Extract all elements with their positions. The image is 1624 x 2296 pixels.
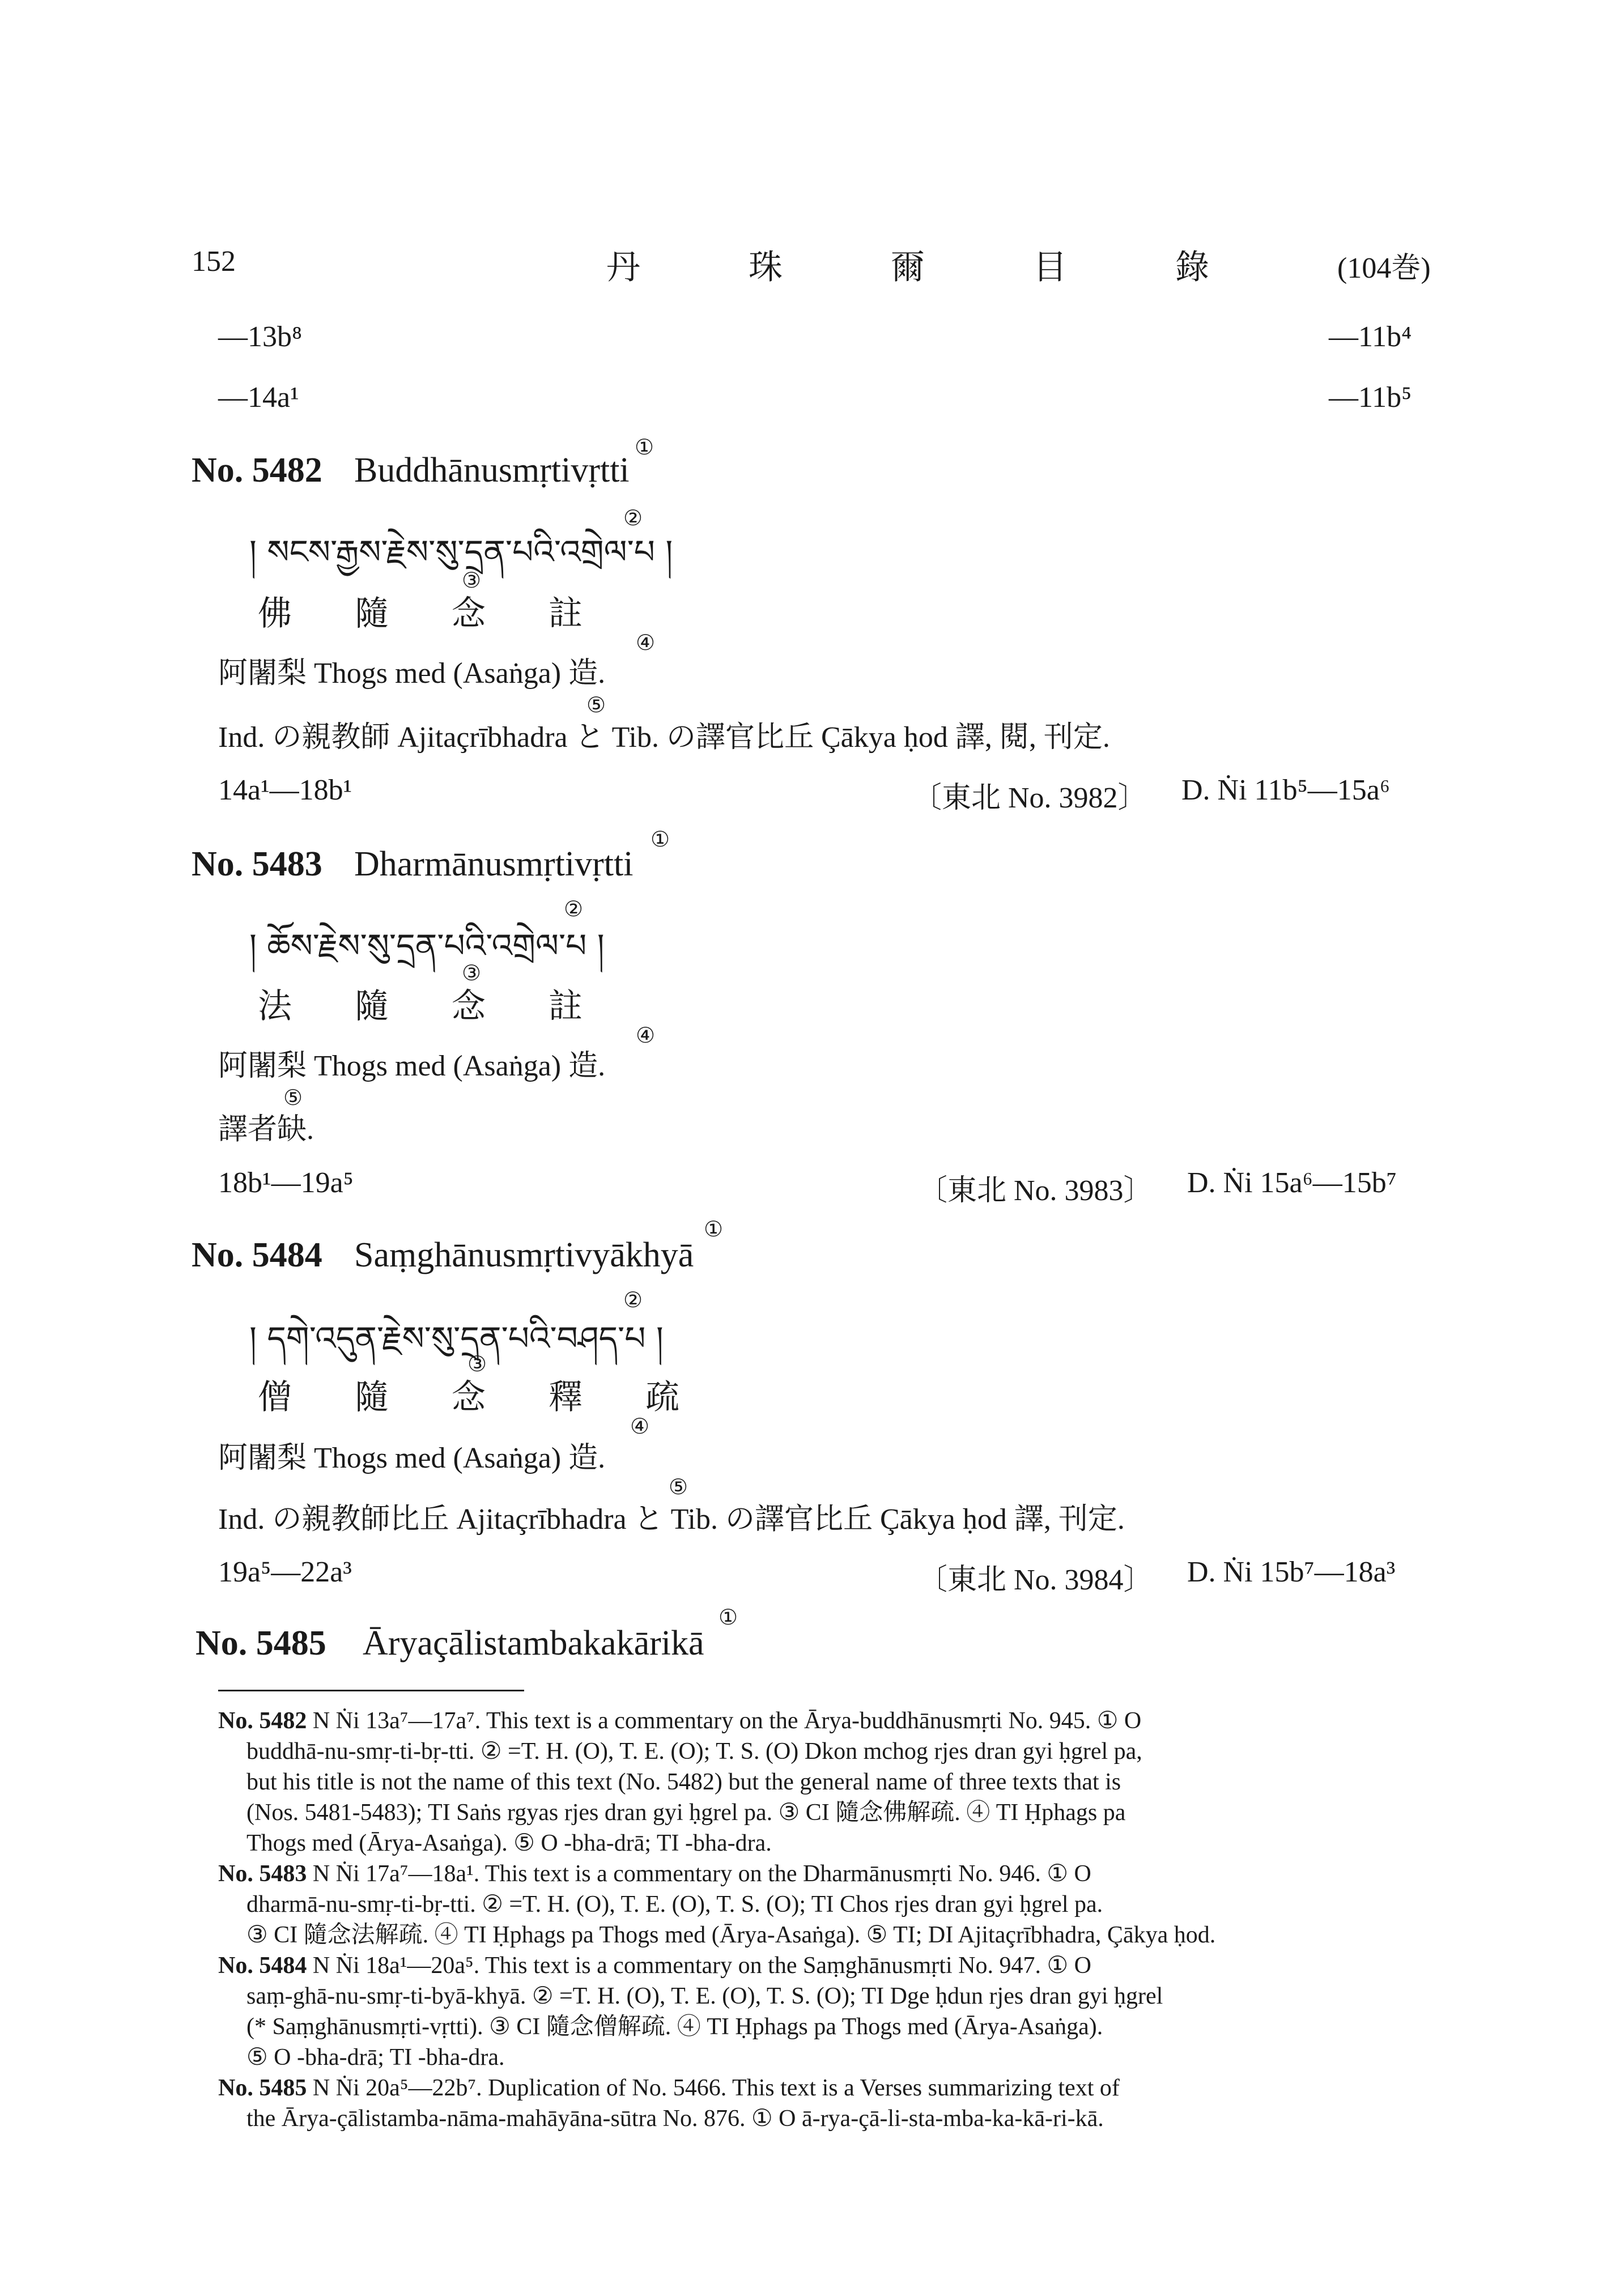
footnote-line: but his title is not the name of this text (No. 5482) but the general name of three texts that is [246, 1769, 1121, 1795]
page-number: 152 [192, 245, 236, 278]
footnote-line: (Nos. 5481-5483); TI Saṅs rgyas rjes dran gyi ḥgrel pa. ③ CI 隨念佛解疏. ④ TI Ḥphags pa [246, 1800, 1126, 1826]
note-marker-5: ⑤ [669, 1474, 688, 1499]
footnote-line: ③ CI 隨念法解疏. ④ TI Ḥphags pa Thogs med (Ārya-Asaṅga). ⑤ TI; DI Ajitaçrībhadra, Çākya ḥod. [246, 1922, 1216, 1948]
derge-ref: D. Ṅi 15b⁷—18a³ [1187, 1556, 1396, 1588]
note-marker-4: ④ [636, 630, 656, 655]
author-line: 阿闍梨 Thogs med (Asaṅga) 造. [218, 1050, 606, 1082]
footnote-line: ⑤ O -bha-drā; TI -bha-dra. [246, 2044, 505, 2070]
footnote-line: buddhā-nu-smṛ-ti-bṛ-tti. ② =T. H. (O), T. E. (O); T. S. (O) Dkon mchog rjes dran gyi ḥgrel pa, [246, 1738, 1142, 1764]
note-marker-1: ① [719, 1605, 738, 1630]
note-marker-2: ② [623, 1287, 643, 1312]
chinese-title: 僧 隨 念 釋 疏 [258, 1379, 707, 1416]
entry-number: No. 5483 [192, 845, 322, 883]
prev-folio-end-2: —14a¹ [218, 381, 299, 414]
note-marker-4: ④ [630, 1414, 650, 1439]
note-marker-5: ⑤ [283, 1085, 303, 1110]
prev-derge-end-1: —11b⁴ [1329, 321, 1412, 353]
volume-label: (104巻) [1337, 252, 1431, 284]
note-marker-3: ③ [462, 568, 482, 593]
note-marker-4: ④ [636, 1023, 656, 1048]
footnote-heading: No. 5482 [218, 1708, 307, 1734]
note-marker-3: ③ [467, 1351, 487, 1376]
entry-number: No. 5485 [195, 1624, 326, 1663]
entry-number: No. 5484 [192, 1236, 322, 1274]
footnote-line: dharmā-nu-smṛ-ti-bṛ-tti. ② =T. H. (O), T. E. (O), T. S. (O); TI Chos rjes dran gyi ḥgrel pa. [246, 1891, 1103, 1917]
footnote-heading: No. 5485 [218, 2075, 307, 2101]
tohoku-ref: 〔東北 No. 3984〕 [918, 1564, 1153, 1596]
footnote-line: saṃ-ghā-nu-smṛ-ti-byā-khyā. ② =T. H. (O), T. E. (O), T. S. (O); TI Dge ḥdun rjes dran gyi ḥgrel [246, 1983, 1163, 2009]
note-marker-2: ② [564, 896, 584, 921]
page-title: 丹 珠 爾 目 錄 [606, 249, 1259, 286]
note-marker-1: ① [635, 435, 654, 460]
derge-ref: D. Ṅi 15a⁶—15b⁷ [1187, 1167, 1397, 1199]
note-marker-5: ⑤ [586, 692, 606, 717]
folio-range: 18b¹—19a⁵ [218, 1167, 354, 1199]
translator-line: 譯者缺. [218, 1113, 314, 1146]
footnote-line: N Ṅi 13a⁷—17a⁷. This text is a commentary on the Ārya-buddhānusmṛti No. 945. ① O [312, 1708, 1142, 1734]
footnote-line: N Ṅi 18a¹—20a⁵. This text is a commentary on the Saṃghānusmṛti No. 947. ① O [312, 1953, 1091, 1979]
footnote-5484 [218, 1950, 1468, 2073]
chinese-title: 佛 隨 念 註 [258, 595, 610, 632]
footnote-heading: No. 5483 [218, 1861, 307, 1887]
author-line: 阿闍梨 Thogs med (Asaṅga) 造. [218, 1442, 606, 1474]
footnote-line: the Ārya-çālistamba-nāma-mahāyāna-sūtra No. 876. ① O ā-rya-çā-li-sta-mba-ka-kā-ri-kā. [246, 2106, 1104, 2132]
footnote-5483 [218, 1859, 1468, 1950]
prev-derge-end-2: —11b⁵ [1329, 381, 1412, 414]
folio-range: 19a⁵—22a³ [218, 1556, 352, 1588]
footnote-heading: No. 5484 [218, 1953, 307, 1979]
footnote-5482 [218, 1706, 1468, 1859]
translator-line: Ind. の親教師 Ajitaçrībhadra と Tib. の譯官比丘 Çākya ḥod 譯, 閱, 刊定. [218, 721, 1110, 754]
tibetan-title: ། སངས་རྒྱས་རྗེས་སུ་དྲན་པའི་འགྲེལ་པ ། [249, 533, 673, 571]
note-marker-1: ① [651, 827, 670, 852]
tohoku-ref: 〔東北 No. 3982〕 [912, 782, 1147, 814]
tibetan-title: ། དགེ་འདུན་རྗེས་སུ་དྲན་པའི་བཤད་པ ། [249, 1319, 664, 1358]
footnote-line: Thogs med (Ārya-Asaṅga). ⑤ O -bha-drā; TI -bha-dra. [246, 1830, 772, 1856]
sanskrit-title: Saṃghānusmṛtivyākhyā [354, 1236, 694, 1274]
author-line: 阿闍梨 Thogs med (Asaṅga) 造. [218, 657, 606, 690]
footnote-line: (* Saṃghānusmṛti-vṛtti). ③ CI 隨念僧解疏. ④ TI Ḥphags pa Thogs med (Ārya-Asaṅga). [246, 2014, 1103, 2040]
footnote-line: N Ṅi 17a⁷—18a¹. This text is a commentary on the Dharmānusmṛti No. 946. ① O [312, 1861, 1091, 1887]
sanskrit-title: Āryaçālistambakakārikā [363, 1624, 704, 1663]
translator-line: Ind. の親教師比丘 Ajitaçrībhadra と Tib. の譯官比丘 Çākya ḥod 譯, 刊定. [218, 1503, 1125, 1536]
tohoku-ref: 〔東北 No. 3983〕 [918, 1175, 1153, 1207]
tibetan-title: ། ཆོས་རྗེས་སུ་དྲན་པའི་འགྲེལ་པ ། [249, 926, 605, 965]
chinese-title: 法 隨 念 註 [258, 988, 610, 1025]
derge-ref: D. Ṅi 11b⁵—15a⁶ [1181, 774, 1390, 806]
footnote-line: N Ṅi 20a⁵—22b⁷. Duplication of No. 5466. This text is a Verses summarizing text of [312, 2075, 1120, 2101]
note-marker-2: ② [623, 505, 643, 530]
entry-number: No. 5482 [192, 451, 322, 490]
sanskrit-title: Dharmānusmṛtivṛtti [354, 845, 634, 883]
prev-folio-end-1: —13b⁸ [218, 321, 303, 353]
footnote-5485 [218, 2073, 1468, 2134]
folio-range: 14a¹—18b¹ [218, 774, 352, 806]
note-marker-3: ③ [462, 960, 482, 985]
note-marker-1: ① [704, 1217, 724, 1241]
footnote-divider [218, 1690, 524, 1691]
sanskrit-title: Buddhānusmṛtivṛtti [354, 451, 630, 490]
